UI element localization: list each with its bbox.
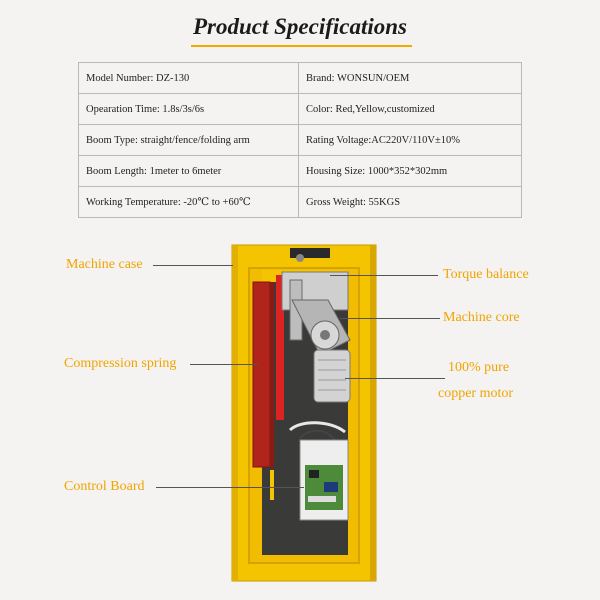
table-cell: Housing Size: 1000*352*302mm xyxy=(299,156,522,187)
table-cell: Model Number: DZ-130 xyxy=(79,63,299,94)
label-motor-line2: copper motor xyxy=(438,386,514,401)
table-cell: Boom Type: straight/fence/folding arm xyxy=(79,125,299,156)
compression-spring xyxy=(253,282,270,467)
table-cell: Working Temperature: -20℃ to +60℃ xyxy=(79,187,299,218)
label-motor-line1: 100% pure xyxy=(448,360,510,375)
label-machine-case: Machine case xyxy=(66,257,143,272)
page-title: Product Specifications xyxy=(192,14,408,39)
table-cell: Boom Length: 1meter to 6meter xyxy=(79,156,299,187)
callout-line-motor xyxy=(345,378,445,379)
callout-line-compression-spring xyxy=(190,364,258,365)
table-cell: Brand: WONSUN/OEM xyxy=(299,63,522,94)
callout-line-machine-core xyxy=(340,318,440,319)
callout-line-control-board xyxy=(156,487,304,488)
table-cell: Color: Red,Yellow,customized xyxy=(299,94,522,125)
callout-line-machine-case xyxy=(153,265,233,266)
label-machine-core: Machine core xyxy=(443,310,520,325)
label-compression-spring: Compression spring xyxy=(64,356,177,371)
table-cell: Gross Weight: 55KGS xyxy=(299,187,522,218)
label-control-board: Control Board xyxy=(64,479,145,494)
table-cell: Rating Voltage:AC220V/110V±10% xyxy=(299,125,522,156)
copper-motor xyxy=(314,350,350,402)
callout-line-torque-balance xyxy=(330,275,438,276)
table-cell: Opearation Time: 1.8s/3s/6s xyxy=(79,94,299,125)
label-torque-balance: Torque balance xyxy=(443,267,529,282)
